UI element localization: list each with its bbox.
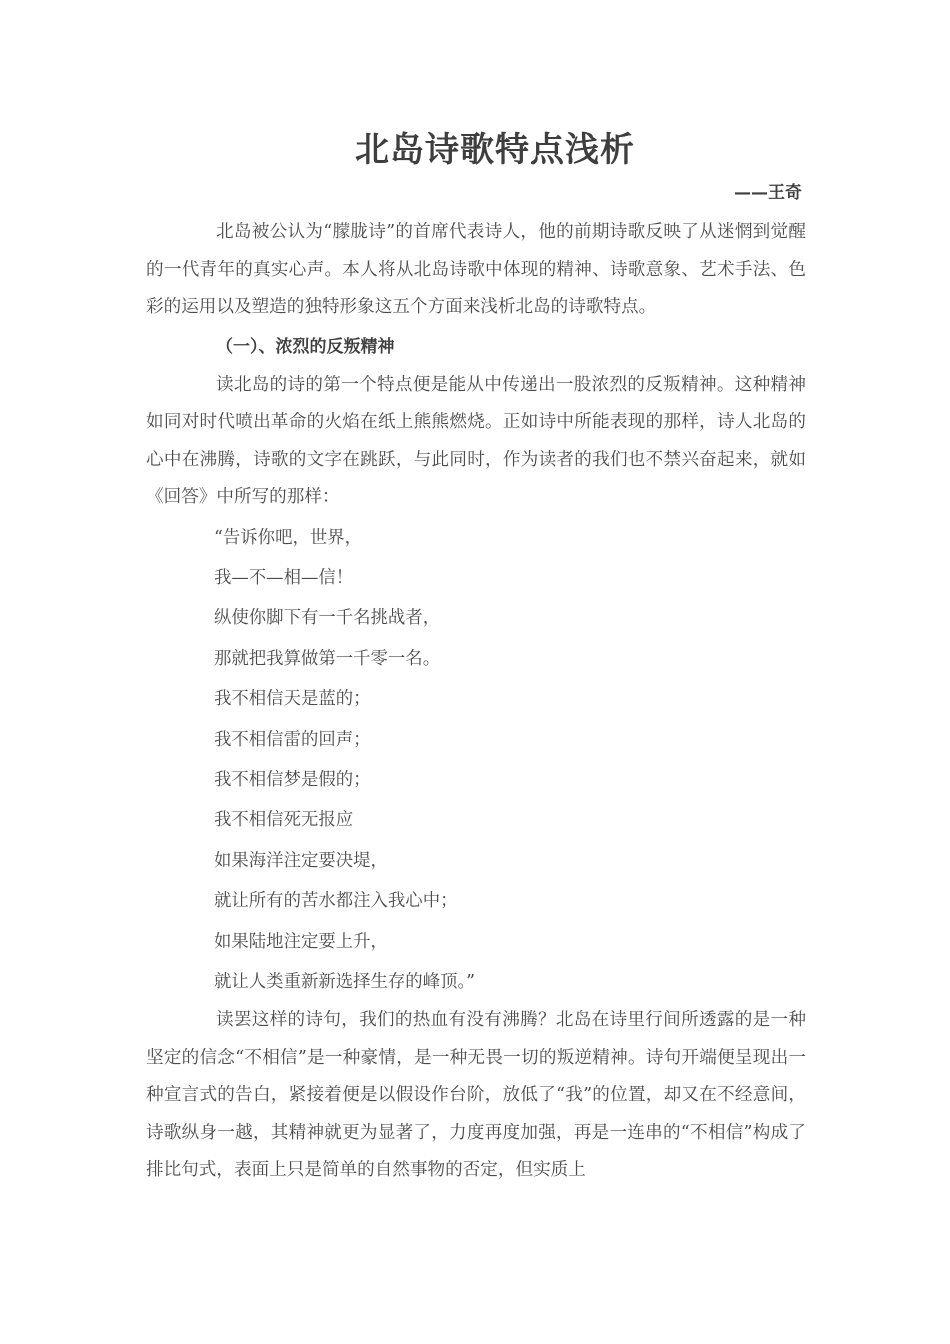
section-paragraph-1: 读北岛的诗的第一个特点便是能从中传递出一股浓烈的反叛精神。这种精神如同对时代喷出革命的火焰在纸上熊熊燃烧。正如诗中所能表现的那样，诗人北岛的心中在沸腾，诗歌的文字在跳跃，与此同时，作为读者的我们也不禁兴奋起来，就如《回答》中所写的那样： <box>146 374 806 507</box>
poem-line: 那就把我算做第一千零一名。 <box>214 648 441 669</box>
poem-line: 纵使你脚下有一千名挑战者， <box>214 608 441 629</box>
section-heading: （一）、浓烈的反叛精神 <box>216 336 395 357</box>
poem-line: 我不相信死无报应 <box>214 810 354 831</box>
page-title: 北岛诗歌特点浅析 <box>355 130 635 170</box>
poem-line: “告诉你吧，世界， <box>214 527 363 548</box>
poem-line: 就让所有的苦水都注入我心中； <box>214 891 458 912</box>
poem-line: 我不相信天是蓝的； <box>214 689 371 710</box>
intro-paragraph: 北岛被公认为“朦胧诗”的首席代表诗人，他的前期诗歌反映了从迷惘到觉醒的一代青年的真实心声。本人将从北岛诗歌中体现的精神、诗歌意象、艺术手法、色彩的运用以及塑造的独特形象这五个方面来浅析北岛的诗歌特点。 <box>146 222 806 317</box>
poem-line: 如果海洋注定要决堤， <box>214 850 388 871</box>
poem-line: 我不相信梦是假的； <box>214 769 371 790</box>
poem-line: 如果陆地注定要上升， <box>214 931 388 952</box>
poem-line: 我不相信雷的回声； <box>214 729 371 750</box>
poem-quote <box>146 518 806 1003</box>
author-byline: ——王奇 <box>734 183 802 203</box>
section-paragraph-2: 读罢这样的诗句，我们的热血有没有沸腾？北岛在诗里行间所透露的是一种坚定的信念“不相信”是一种豪情，是一种无畏一切的叛逆精神。诗句开端便呈现出一种宣言式的告白，紧接着便是以假设作台阶，放低了“我”的位置，却又在不经意间，诗歌纵身一越，其精神就更为显著了，力度再度加强，再是一连串的“不相信”构成了排比句式，表面上只是简单的自然事物的否定，但实质上 <box>146 1010 806 1181</box>
document-body <box>146 214 806 1190</box>
poem-line: 我—不—相—信！ <box>214 567 354 588</box>
poem-line: 就让人类重新新选择生存的峰顶。” <box>214 971 476 992</box>
